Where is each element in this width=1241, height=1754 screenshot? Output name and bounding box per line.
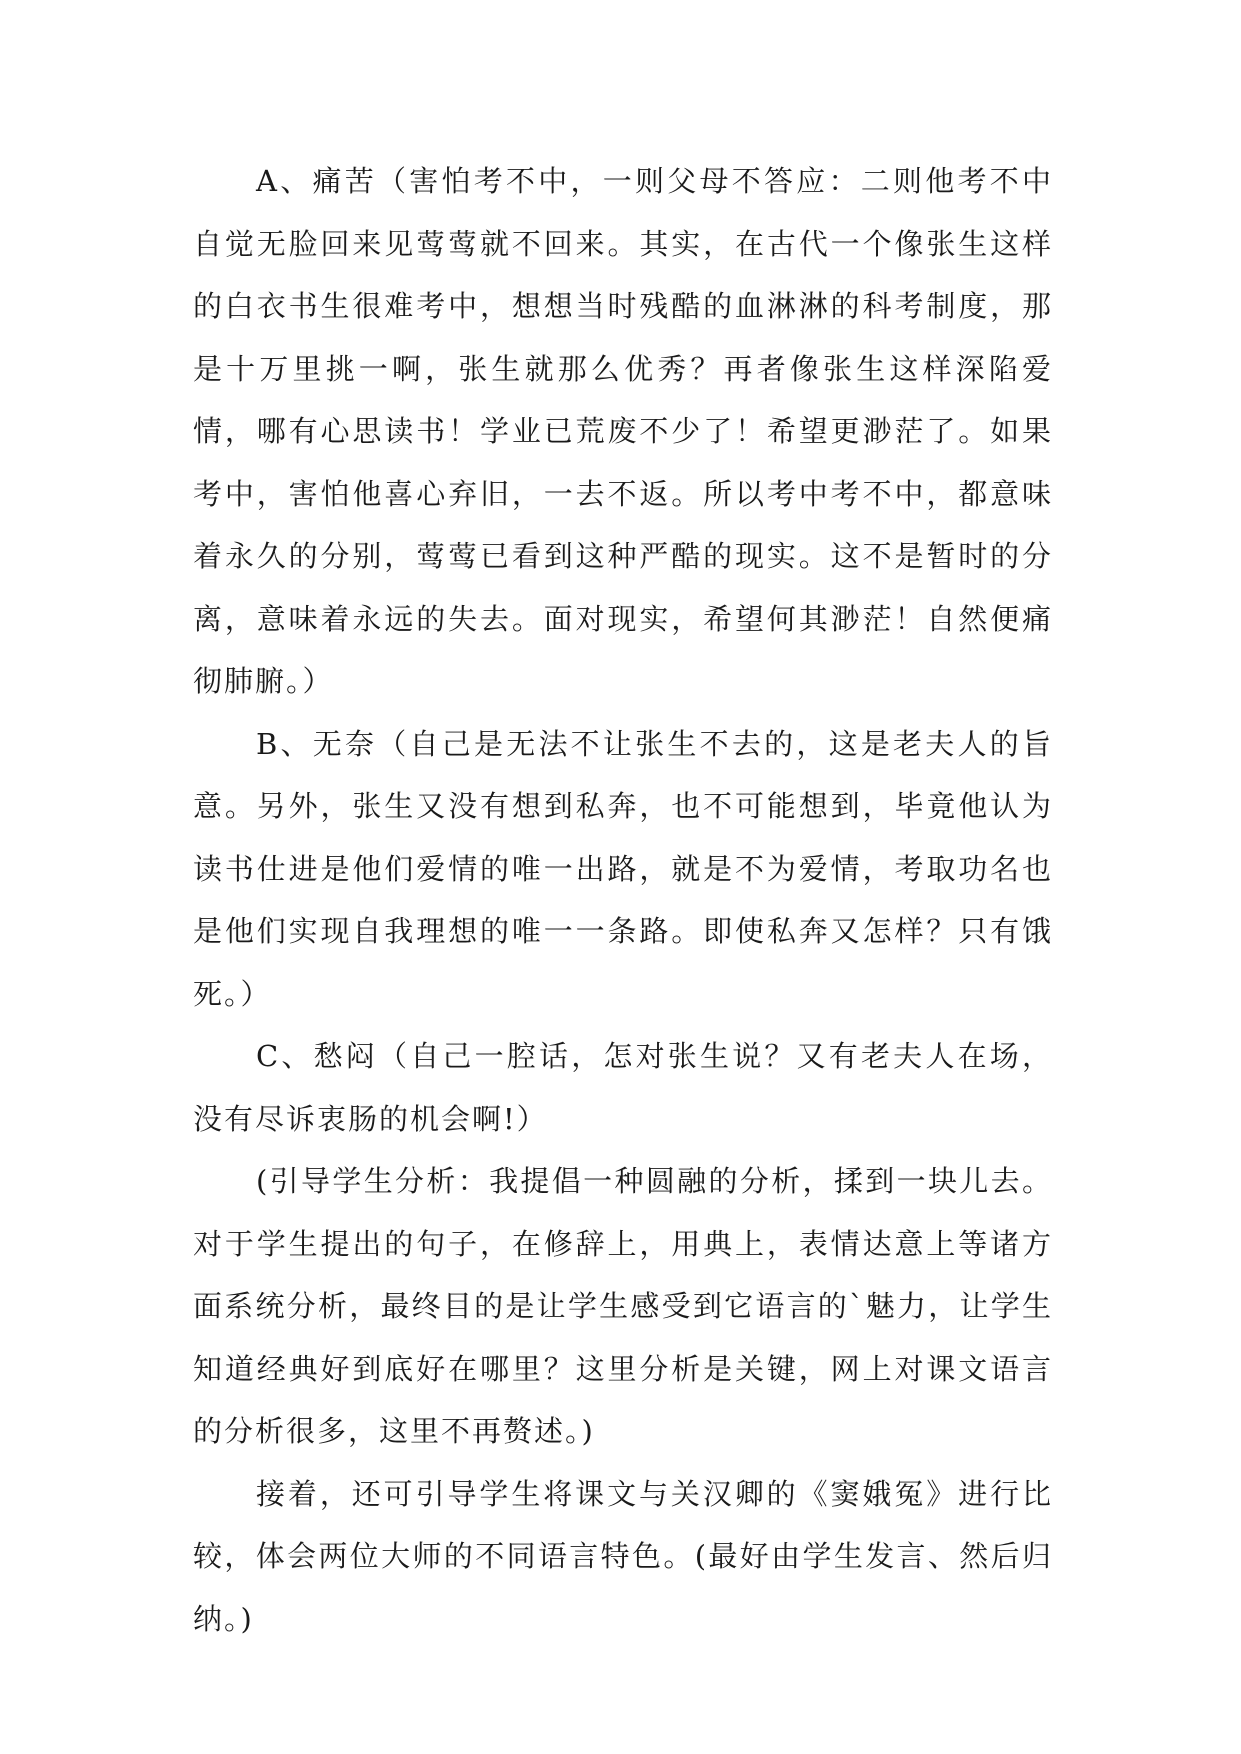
paragraph-comparison: 接着，还可引导学生将课文与关汉卿的《窦娥冤》进行比较，体会两位大师的不同语言特色。(最好由学生发言、然后归纳。)	[193, 1476, 1053, 1636]
document-body	[193, 150, 1053, 1650]
paragraph-a-pain: A、痛苦（害怕考不中，一则父母不答应：二则他考不中自觉无脸回来见莺莺就不回来。其实，在古代一个像张生这样的白衣书生很难考中，想想当时残酷的血淋淋的科考制度，那是十万里挑一啊，张生就那么优秀？再者像张生这样深陷爱情，哪有心思读书！学业已荒废不少了！希望更渺茫了。如果考中，害怕他喜心弃旧，一去不返。所以考中考不中，都意味着永久的分别，莺莺已看到这种严酷的现实。这不是暂时的分离，意味着永远的失去。面对现实，希望何其渺茫！自然便痛彻肺腑。）	[193, 164, 1053, 698]
paragraph-b-helplessness: B、无奈（自己是无法不让张生不去的，这是老夫人的旨意。另外，张生又没有想到私奔，也不可能想到，毕竟他认为读书仕进是他们爱情的唯一出路，就是不为爱情，考取功名也是他们实现自我理想的唯一一条路。即使私奔又怎样？只有饿死。）	[193, 726, 1053, 1011]
paragraph-c-melancholy: C、愁闷（自己一腔话，怎对张生说？又有老夫人在场，没有尽诉衷肠的机会啊!）	[193, 1039, 1053, 1136]
paragraph-analysis-guidance: (引导学生分析：我提倡一种圆融的分析，揉到一块儿去。对于学生提出的句子，在修辞上，用典上，表情达意上等诸方面系统分析，最终目的是让学生感受到它语言的`魅力，让学生知道经典好到底好在哪里？这里分析是关键，网上对课文语言的分析很多，这里不再赘述。)	[193, 1164, 1053, 1448]
